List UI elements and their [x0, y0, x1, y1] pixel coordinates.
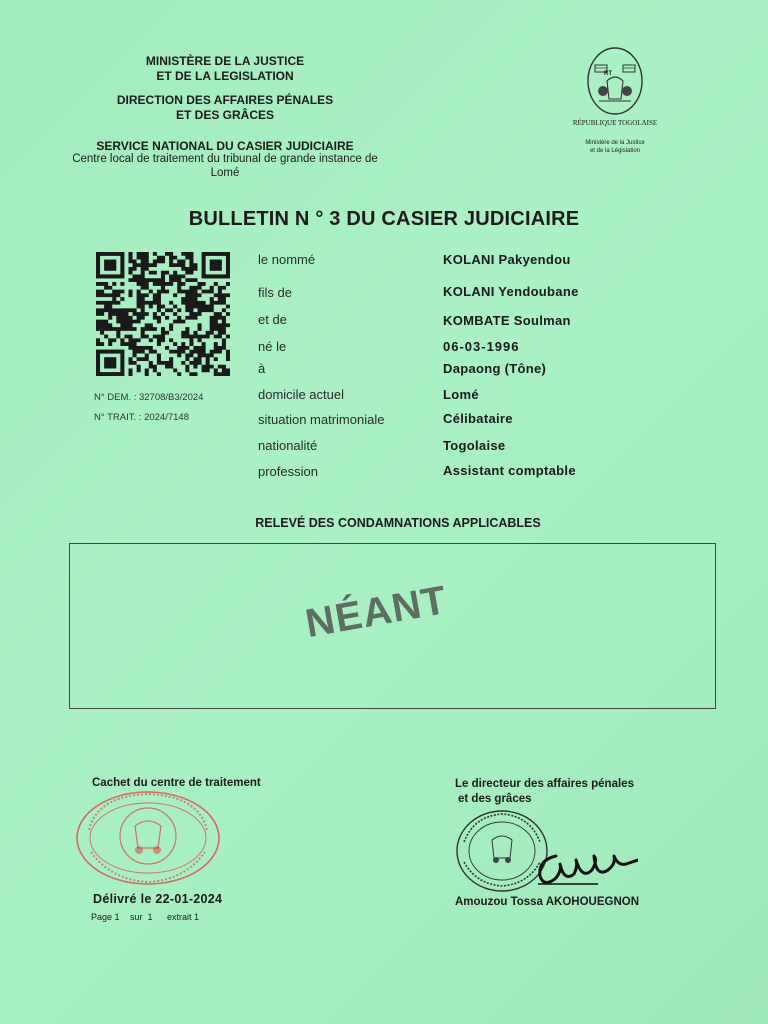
delivered-date: Délivré le 22-01-2024	[93, 892, 223, 906]
extrait-number: extrait 1	[167, 912, 200, 922]
qr-code	[96, 252, 230, 376]
field-value-nationality: Togolaise	[443, 438, 506, 453]
field-label-domicile: domicile actuel	[258, 387, 344, 402]
cachet-label: Cachet du centre de traitement	[92, 777, 261, 789]
field-label-name: le nommé	[258, 252, 316, 267]
field-label-birthdate: né le	[258, 339, 287, 354]
field-label-nationality: nationalité	[258, 438, 318, 453]
director-title	[455, 777, 634, 807]
neant-stamp: NÉANT	[302, 577, 451, 647]
ministry-line2: ET DE LA LEGISLATION	[156, 69, 294, 83]
direction-line1: DIRECTION DES AFFAIRES PÉNALES	[116, 93, 334, 107]
field-value-profession: Assistant comptable	[443, 463, 576, 478]
field-value-domicile: Lomé	[443, 387, 479, 402]
emblem-badge: RT	[604, 71, 612, 77]
director-line1: Le directeur des affaires pénales	[455, 778, 634, 790]
page-total: sur 1	[130, 912, 153, 922]
field-value-father: KOLANI Yendoubane	[443, 284, 579, 299]
director-line2: et des grâces	[458, 793, 532, 805]
ministry-line1: MINISTÈRE DE LA JUSTICE	[145, 54, 305, 68]
director-name: Amouzou Tossa AKOHOUEGNON	[455, 896, 640, 908]
service-name: SERVICE NATIONAL DU CASIER JUDICIAIRE	[96, 139, 354, 153]
centre-local	[55, 152, 395, 180]
direction-name	[100, 93, 350, 123]
red-seal-icon	[75, 790, 221, 886]
field-value-name: KOLANI Pakyendou	[443, 252, 571, 267]
direction-line2: ET DES GRÂCES	[175, 108, 274, 122]
field-label-birthplace: à	[258, 361, 266, 376]
field-label-mother: et de	[258, 312, 287, 327]
condamnations-heading: RELEVÉ DES CONDAMNATIONS APPLICABLES	[255, 516, 541, 530]
emblem-ministry-line1: Ministère de la Justice	[585, 140, 645, 146]
field-label-father: fils de	[258, 285, 292, 300]
emblem-ministry-line2: et de la Législation	[589, 148, 641, 154]
togo-emblem-icon	[585, 46, 645, 116]
reference-trait: N° TRAIT. : 2024/7148	[94, 412, 189, 423]
field-label-profession: profession	[258, 464, 318, 479]
field-value-marital: Célibataire	[443, 411, 513, 426]
emblem-ministry	[555, 139, 675, 155]
emblem-country: RÉPUBLIQUE TOGOLAISE	[572, 119, 658, 127]
centre-line1: Centre local de traitement du tribunal de grande instance de	[72, 153, 378, 165]
page-number: Page 1	[91, 912, 120, 922]
document-title: BULLETIN N ° 3 DU CASIER JUDICIAIRE	[188, 208, 580, 230]
field-value-mother: KOMBATE Soulman	[443, 313, 571, 328]
field-value-birthdate: 06-03-1996	[443, 339, 520, 354]
field-value-birthplace: Dapaong (Tône)	[443, 361, 547, 376]
ministry-name	[100, 54, 350, 84]
director-signature	[534, 846, 638, 892]
centre-line2: Lomé	[210, 167, 240, 179]
reference-dem: N° DEM. : 32708/B3/2024	[94, 392, 204, 403]
field-label-marital: situation matrimoniale	[258, 412, 385, 427]
